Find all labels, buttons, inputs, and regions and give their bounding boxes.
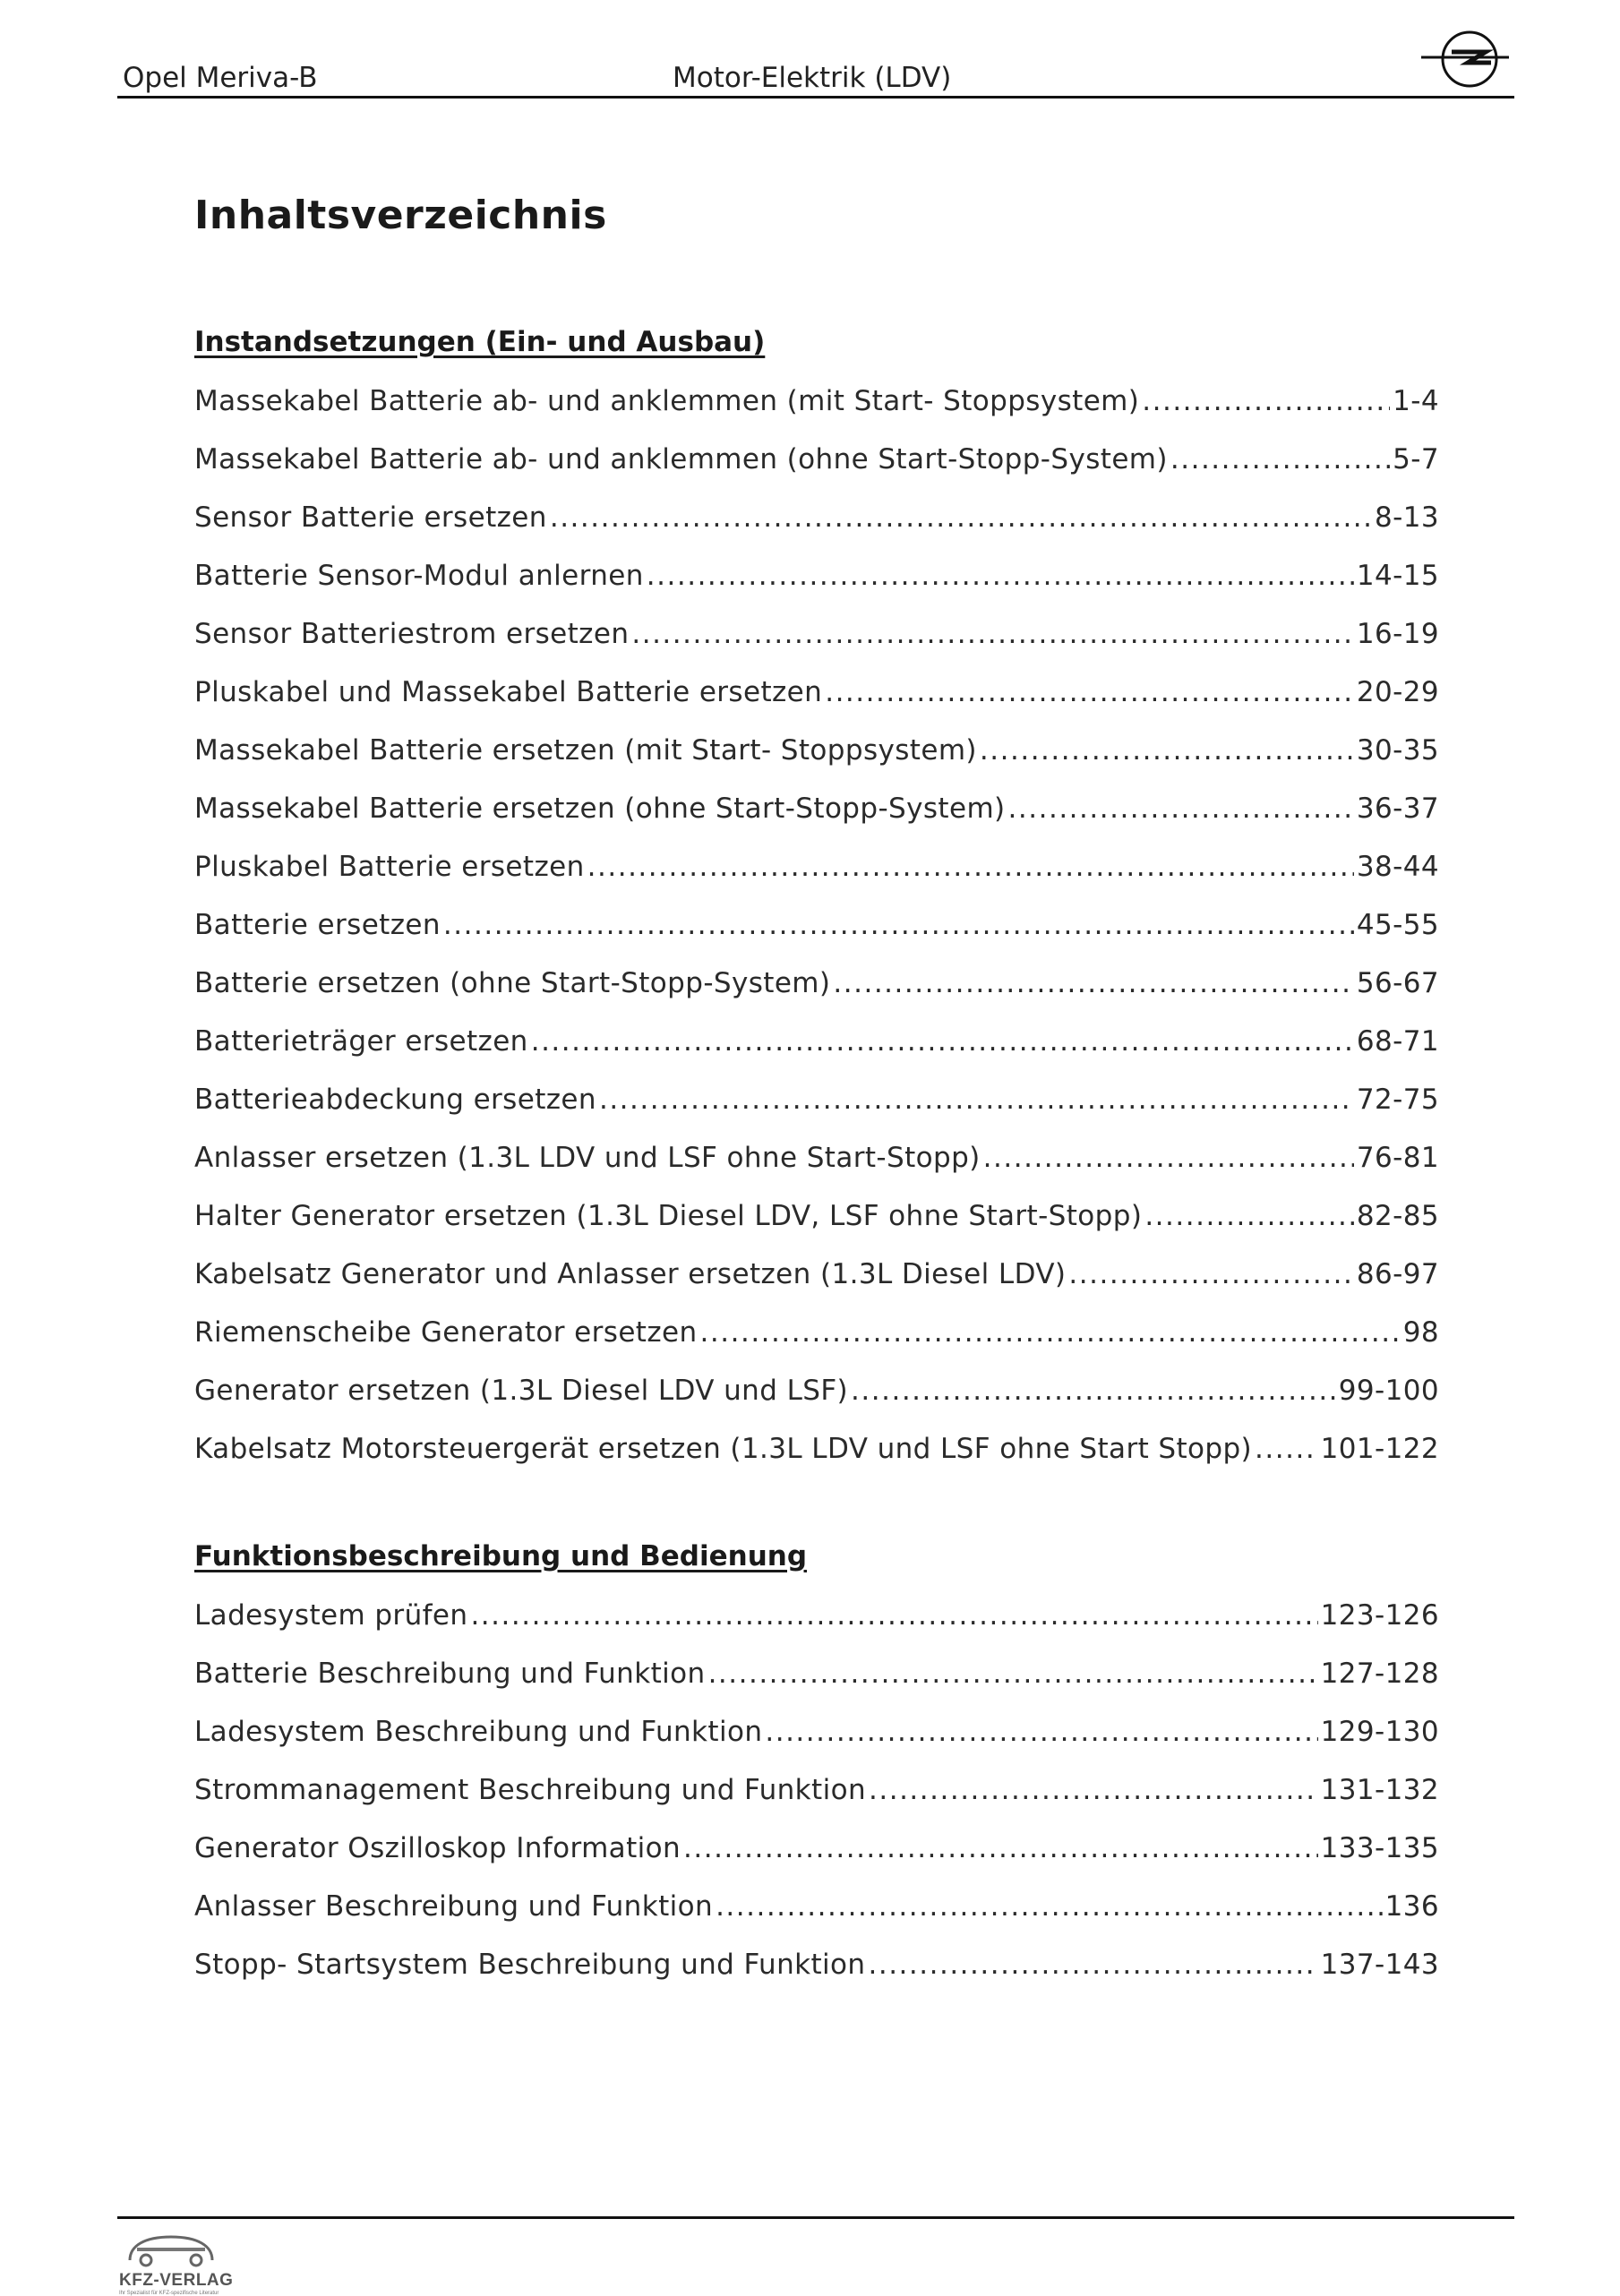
toc-entry-label: Kabelsatz Generator und Anlasser ersetzen (1.3L Diesel LDV) — [194, 1258, 1067, 1290]
toc-entry-page-range: 38-44 — [1356, 851, 1439, 883]
toc-entry-page-range: 123-126 — [1320, 1599, 1439, 1632]
header-vehicle-model: Opel Meriva-B — [123, 62, 318, 94]
toc-dot-leader — [1144, 1198, 1354, 1234]
toc-dot-leader — [1142, 383, 1390, 419]
kfz-verlag-car-wrench-icon — [117, 2228, 225, 2271]
toc-entry — [194, 1772, 1439, 1830]
toc-entry-page-range: 101-122 — [1320, 1433, 1439, 1465]
toc-dot-leader — [443, 907, 1354, 943]
toc-dot-leader — [631, 616, 1354, 652]
toc-entry-label: Batterieträger ersetzen — [194, 1025, 528, 1058]
toc-entry-label: Massekabel Batterie ab- und anklemmen (ohne Start-Stopp-System) — [194, 443, 1168, 475]
toc-entry-page-range: 45-55 — [1356, 909, 1439, 941]
toc-entry-label: Batterie Beschreibung und Funktion — [194, 1658, 706, 1690]
toc-dot-leader — [550, 500, 1372, 535]
toc-entry-page-range: 86-97 — [1356, 1258, 1439, 1290]
toc-entry-page-range: 20-29 — [1356, 676, 1439, 708]
toc-entry-page-range: 131-132 — [1320, 1774, 1439, 1806]
toc-dot-leader — [470, 1598, 1317, 1633]
toc-entry-label: Generator ersetzen (1.3L Diesel LDV und LSF) — [194, 1375, 849, 1407]
toc-entry-label: Strommanagement Beschreibung und Funktion — [194, 1774, 867, 1806]
toc-entry — [194, 616, 1439, 674]
toc-entry-label: Anlasser Beschreibung und Funktion — [194, 1890, 714, 1923]
toc-dot-leader — [647, 558, 1354, 594]
toc-entry-page-range: 30-35 — [1356, 734, 1439, 767]
toc-entry-label: Ladesystem Beschreibung und Funktion — [194, 1716, 763, 1748]
toc-dot-leader — [1170, 441, 1390, 477]
toc-entry-label: Generator Oszilloskop Information — [194, 1832, 681, 1864]
toc-dot-leader — [1068, 1256, 1353, 1292]
toc-dot-leader — [708, 1656, 1318, 1692]
toc-entry — [194, 1889, 1439, 1947]
publisher-name: KFZ-VERLAG — [119, 2271, 234, 2290]
toc-entry-label: Riemenscheibe Generator ersetzen — [194, 1316, 698, 1349]
page-footer — [117, 2216, 1514, 2296]
toc-entry — [194, 1082, 1439, 1140]
toc-entry-label: Massekabel Batterie ersetzen (ohne Start-Stopp-System) — [194, 792, 1006, 825]
toc-entry-label: Pluskabel Batterie ersetzen — [194, 851, 585, 883]
toc-entry-page-range: 1-4 — [1393, 385, 1439, 417]
toc-entry-page-range: 72-75 — [1356, 1084, 1439, 1116]
toc-dot-leader — [833, 965, 1354, 1001]
toc-entry-page-range: 129-130 — [1320, 1716, 1439, 1748]
toc-entry — [194, 907, 1439, 965]
toc-entry — [194, 1256, 1439, 1315]
toc-section-repairs — [194, 326, 1439, 1489]
toc-entry-label: Ladesystem prüfen — [194, 1599, 468, 1632]
toc-entry-label: Batterie ersetzen — [194, 909, 441, 941]
toc-entry-page-range: 56-67 — [1356, 967, 1439, 999]
toc-entry — [194, 1431, 1439, 1489]
toc-entry — [194, 732, 1439, 791]
toc-entry-label: Massekabel Batterie ersetzen (mit Start- Stoppsystem) — [194, 734, 977, 767]
toc-entry-page-range: 36-37 — [1356, 792, 1439, 825]
page-header — [117, 56, 1514, 99]
toc-dot-leader — [869, 1772, 1318, 1808]
page-title: Inhaltsverzeichnis — [194, 193, 607, 238]
toc-section-function-description — [194, 1540, 1439, 2005]
opel-blitz-logo-icon — [1416, 27, 1514, 91]
toc-entry-label: Halter Generator ersetzen (1.3L Diesel LDV, LSF ohne Start-Stopp) — [194, 1200, 1143, 1232]
toc-dot-leader — [531, 1024, 1354, 1059]
toc-entry-label: Massekabel Batterie ab- und anklemmen (mit Start- Stoppsystem) — [194, 385, 1140, 417]
toc-entry — [194, 791, 1439, 849]
toc-entry-label: Batterieabdeckung ersetzen — [194, 1084, 596, 1116]
toc-entry — [194, 1373, 1439, 1431]
toc-dot-leader — [587, 849, 1354, 885]
toc-entry — [194, 1024, 1439, 1082]
toc-entry-page-range: 137-143 — [1320, 1949, 1439, 1981]
toc-dot-leader — [825, 674, 1354, 710]
section-heading: Funktionsbeschreibung und Bedienung — [194, 1540, 808, 1572]
toc-entry-label: Batterie ersetzen (ohne Start-Stopp-System) — [194, 967, 831, 999]
toc-entry — [194, 1598, 1439, 1656]
toc-dot-leader — [700, 1315, 1401, 1350]
toc-entry-page-range: 133-135 — [1320, 1832, 1439, 1864]
toc-entry — [194, 1198, 1439, 1256]
toc-entry-label: Pluskabel und Massekabel Batterie ersetzen — [194, 676, 823, 708]
toc-entry-page-range: 127-128 — [1320, 1658, 1439, 1690]
toc-entry-page-range: 82-85 — [1356, 1200, 1439, 1232]
toc-entry — [194, 558, 1439, 616]
toc-entry — [194, 849, 1439, 907]
toc-entry — [194, 1714, 1439, 1772]
toc-entry — [194, 1947, 1439, 2005]
toc-entry — [194, 441, 1439, 500]
toc-entry — [194, 1830, 1439, 1889]
toc-dot-leader — [683, 1830, 1318, 1866]
toc-dot-leader — [983, 1140, 1354, 1176]
toc-dot-leader — [765, 1714, 1317, 1750]
toc-entry-page-range: 5-7 — [1393, 443, 1439, 475]
toc-dot-leader — [868, 1947, 1317, 1983]
toc-dot-leader — [599, 1082, 1354, 1118]
publisher-tagline: Ihr Spezialist für KFZ-spezifische Literatur — [119, 2291, 219, 2296]
toc-entry-page-range: 136 — [1384, 1890, 1439, 1923]
toc-dot-leader — [1008, 791, 1354, 827]
toc-entry-label: Sensor Batterie ersetzen — [194, 501, 547, 534]
section-heading: Instandsetzungen (Ein- und Ausbau) — [194, 326, 766, 358]
toc-entry — [194, 383, 1439, 441]
toc-entry-label: Batterie Sensor-Modul anlernen — [194, 560, 644, 592]
toc-entry-page-range: 68-71 — [1356, 1025, 1439, 1058]
toc-entry — [194, 1656, 1439, 1714]
toc-entry — [194, 1140, 1439, 1198]
toc-entry-page-range: 16-19 — [1356, 618, 1439, 650]
toc-entry-label: Anlasser ersetzen (1.3L LDV und LSF ohne Start-Stopp) — [194, 1142, 981, 1174]
toc-dot-leader — [980, 732, 1354, 768]
toc-entry — [194, 1315, 1439, 1373]
toc-entry-label: Stopp- Startsystem Beschreibung und Funktion — [194, 1949, 866, 1981]
publisher-logo — [117, 2228, 234, 2296]
toc-entry-label: Sensor Batteriestrom ersetzen — [194, 618, 630, 650]
toc-entry — [194, 500, 1439, 558]
toc-entry — [194, 674, 1439, 732]
header-chapter-title: Motor-Elektrik (LDV) — [673, 62, 952, 94]
toc-dot-leader — [716, 1889, 1383, 1924]
toc-entry-page-range: 99-100 — [1338, 1375, 1439, 1407]
toc-entry-page-range: 14-15 — [1356, 560, 1439, 592]
toc-entry-label: Kabelsatz Motorsteuergerät ersetzen (1.3L LDV und LSF ohne Start Stopp) — [194, 1433, 1253, 1465]
toc-entry-page-range: 8-13 — [1375, 501, 1439, 534]
toc-dot-leader — [851, 1373, 1336, 1409]
toc-entry-page-range: 76-81 — [1356, 1142, 1439, 1174]
toc-entry-page-range: 98 — [1402, 1316, 1439, 1349]
toc-dot-leader — [1255, 1431, 1318, 1467]
toc-entry — [194, 965, 1439, 1024]
